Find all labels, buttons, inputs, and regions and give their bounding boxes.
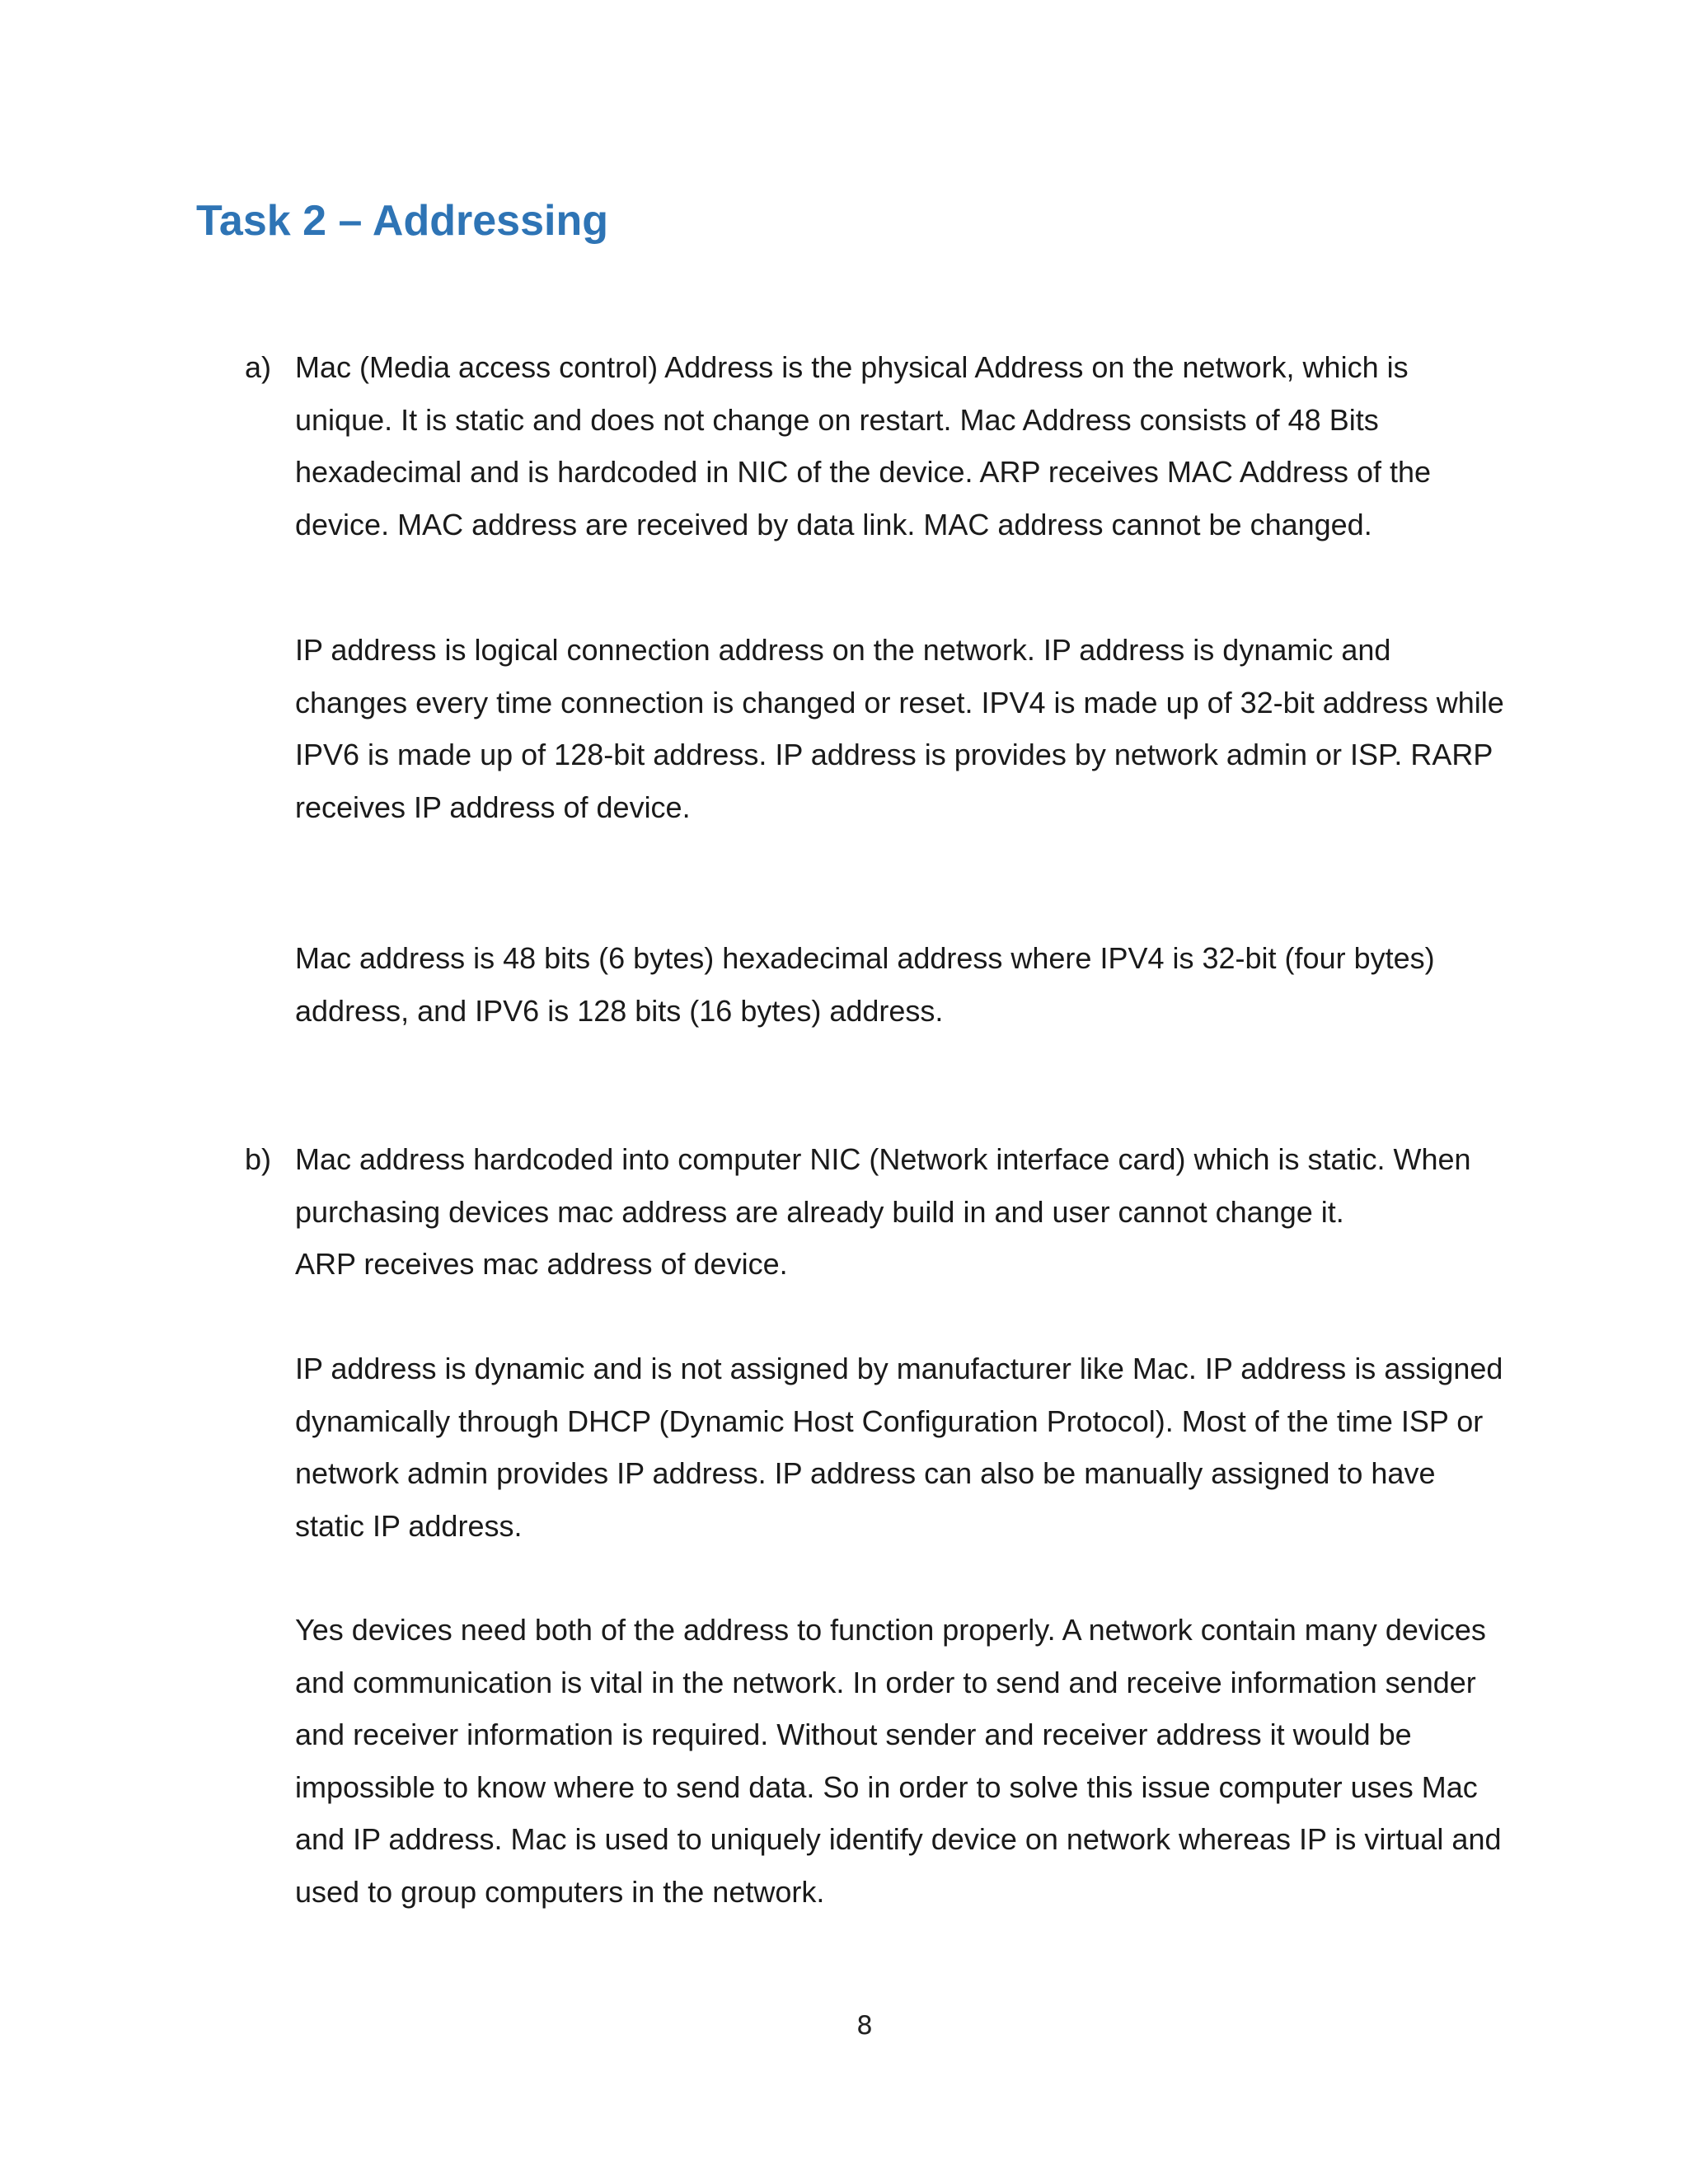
text-line: Mac address hardcoded into computer NIC (Network interface card) which is static. When <box>295 1142 1471 1176</box>
text-line: IP address is logical connection address on the network. IP address is dynamic and <box>295 633 1391 667</box>
section-b-paragraph-2 <box>295 1343 1548 1552</box>
text-line: Yes devices need both of the address to function properly. A network contain many devices <box>295 1613 1486 1647</box>
text-line: and receiver information is required. Without sender and receiver address it would be <box>295 1718 1412 1751</box>
text-line: receives IP address of device. <box>295 790 691 824</box>
text-line: static IP address. <box>295 1508 523 1543</box>
text-line: purchasing devices mac address are already build in and user cannot change it. <box>295 1194 1344 1229</box>
section-b-paragraph-1 <box>295 1133 1548 1291</box>
page-heading: Task 2 – Addressing <box>196 197 608 245</box>
text-line: address, and IPV6 is 128 bits (16 bytes) address. <box>295 993 944 1028</box>
text-line: IPV6 is made up of 128-bit address. IP address is provides by network admin or ISP. RARP <box>295 738 1493 771</box>
section-a-marker: a) <box>245 350 272 384</box>
text-line: changes every time connection is changed or reset. IPV4 is made up of 32-bit address while <box>295 685 1504 719</box>
text-line: Mac (Media access control) Address is the physical Address on the network, which is <box>295 350 1409 384</box>
section-a-paragraph-2 <box>295 624 1548 833</box>
section-a-paragraph-1 <box>295 341 1548 551</box>
text-line: network admin provides IP address. IP address can also be manually assigned to have <box>295 1456 1436 1490</box>
text-line: unique. It is static and does not change on restart. Mac Address consists of 48 Bits <box>295 402 1379 437</box>
section-a-paragraph-3 <box>295 932 1548 1037</box>
section-b-paragraph-3 <box>295 1604 1548 1918</box>
text-line: and IP address. Mac is used to uniquely identify device on network whereas IP is virtual and <box>295 1822 1502 1856</box>
text-line: and communication is vital in the network. In order to send and receive information sender <box>295 1665 1476 1699</box>
text-line: used to group computers in the network. <box>295 1874 825 1909</box>
text-line: ARP receives mac address of device. <box>295 1247 788 1281</box>
text-line: IP address is dynamic and is not assigned by manufacturer like Mac. IP address is assigned <box>295 1352 1503 1385</box>
section-b-marker: b) <box>245 1142 272 1176</box>
text-line: impossible to know where to send data. So in order to solve this issue computer uses Mac <box>295 1769 1478 1804</box>
text-line: device. MAC address are received by data link. MAC address cannot be changed. <box>295 507 1372 541</box>
text-line: hexadecimal and is hardcoded in NIC of the device. ARP receives MAC Address of the <box>295 455 1432 489</box>
text-line: dynamically through DHCP (Dynamic Host Configuration Protocol). Most of the time ISP or <box>295 1404 1484 1438</box>
text-line: Mac address is 48 bits (6 bytes) hexadecimal address where IPV4 is 32-bit (four bytes) <box>295 941 1435 975</box>
page-number: 8 <box>856 2011 873 2041</box>
